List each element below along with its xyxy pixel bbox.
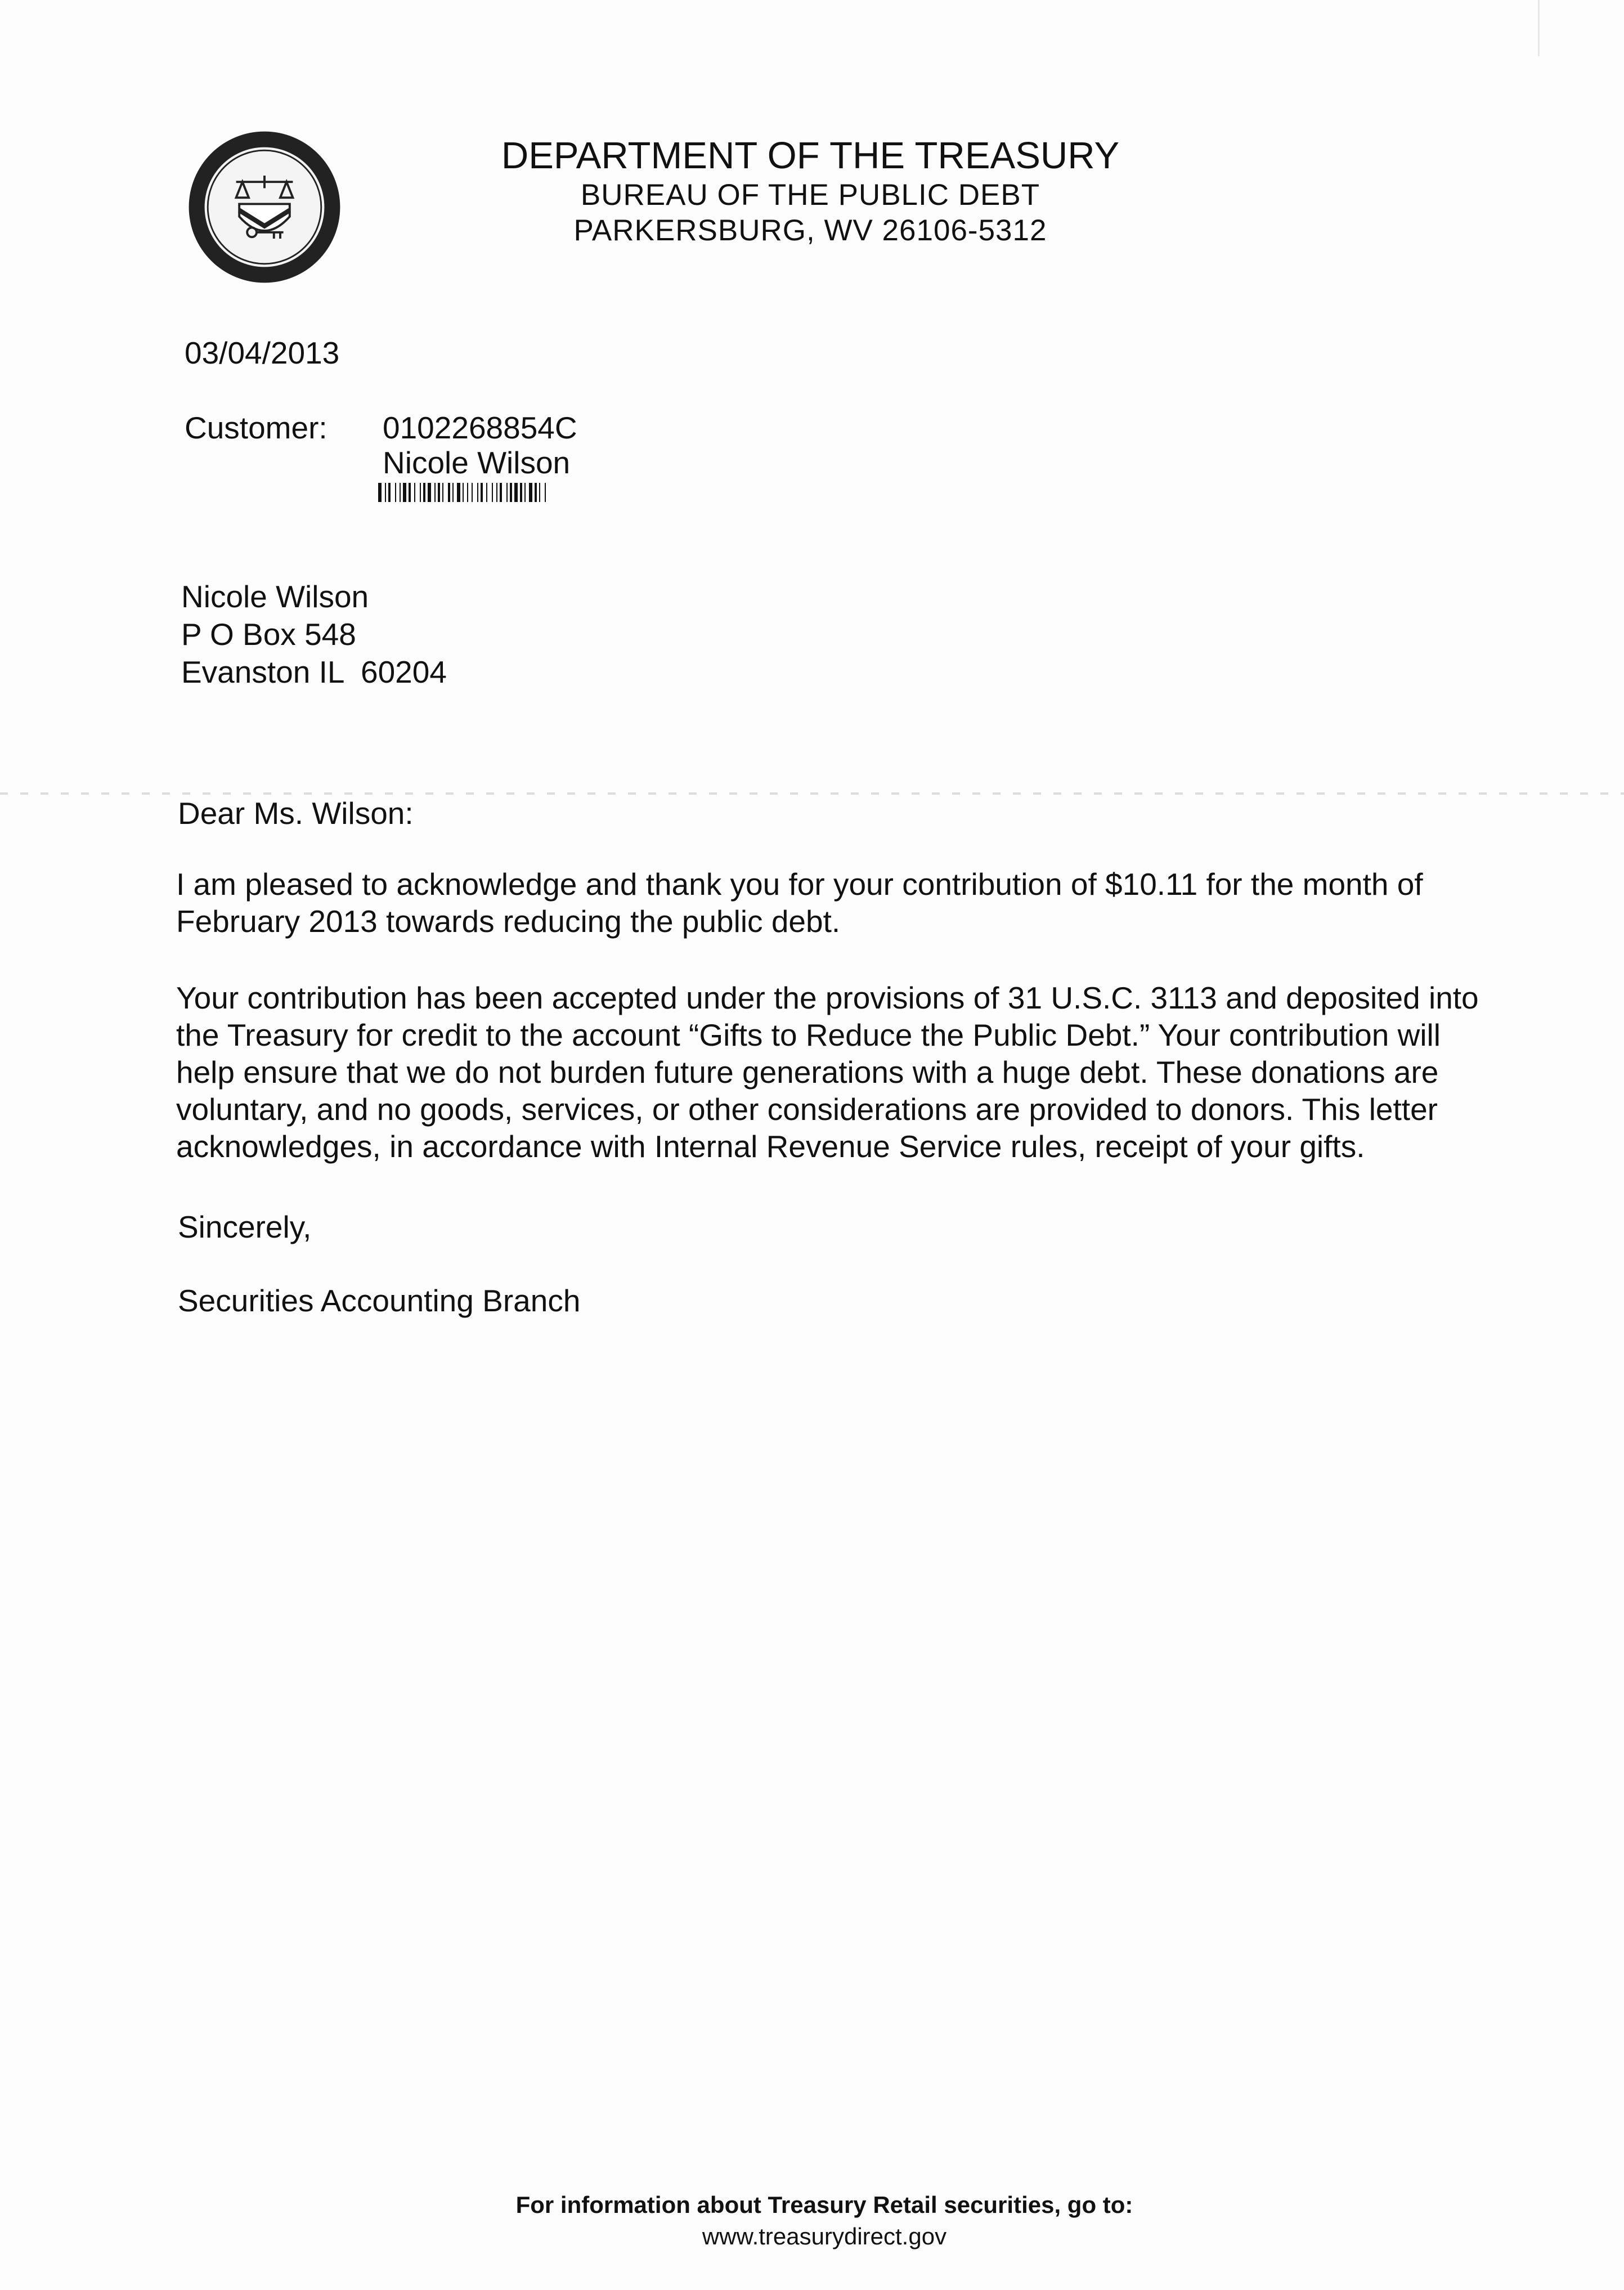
barcode-bar [400, 483, 401, 502]
footer-info [450, 2189, 1199, 2252]
customer-id: 0102268854C [383, 410, 577, 445]
barcode-bar [492, 483, 493, 502]
letter-date: 03/04/2013 [185, 335, 340, 370]
barcode-bar [409, 483, 411, 502]
barcode-bar [434, 483, 436, 502]
barcode-bar [520, 483, 522, 502]
paragraph-acknowledgement: I am pleased to acknowledge and thank you for your contribution of $10.11 for the month of February 2013 towards reducing the public debt. [176, 867, 1423, 939]
barcode-bar [414, 483, 415, 502]
barcode-bar [539, 483, 540, 502]
barcode-bar [442, 483, 443, 502]
address-line: Evanston IL 60204 [181, 655, 447, 689]
barcode-bar [452, 483, 454, 502]
barcode-bar [467, 483, 468, 502]
barcode-bar [428, 483, 431, 502]
address-line: Nicole Wilson [181, 579, 369, 614]
salutation: Dear Ms. Wilson: [178, 796, 414, 831]
barcode-bar [438, 483, 440, 502]
barcode-bar [403, 483, 406, 502]
barcode [378, 483, 627, 502]
barcode-bar [481, 483, 483, 502]
paragraph-provisions: Your contribution has been accepted under the provisions of 31 U.S.C. 3113 and deposited into the Treasury for credit to the account “Gifts to Reduce the Public Debt.” Your contribution will help ensure that we do not burden future generations with a huge debt. These donations are voluntary, and no goods, services, or other considerations are provided to donors. This letter acknowledges, in accordance with Internal Revenue Service rules, receipt of your gifts. [176, 980, 1479, 1164]
barcode-bar [500, 483, 502, 502]
barcode-bar [448, 483, 450, 502]
address-line: P O Box 548 [181, 617, 356, 652]
department-title: DEPARTMENT OF THE TREASURY [501, 135, 1120, 177]
barcode-bar [385, 483, 386, 502]
footer-url: www.treasurydirect.gov [702, 2223, 947, 2249]
barcode-bar [486, 483, 487, 502]
barcode-bar [457, 483, 460, 502]
barcode-bar [535, 483, 537, 502]
barcode-bar [463, 483, 464, 502]
barcode-bar [472, 483, 473, 502]
footer-text: For information about Treasury Retail securities, go to: [515, 2192, 1133, 2218]
barcode-bar [510, 483, 512, 502]
barcode-bar [388, 483, 391, 502]
customer-label: Customer: [185, 410, 328, 445]
scan-edge [1538, 0, 1624, 56]
barcode-bar [506, 483, 508, 502]
barcode-bar [529, 483, 532, 502]
barcode-bar [545, 483, 546, 502]
barcode-bar [514, 483, 518, 502]
closing: Sincerely, [178, 1209, 312, 1244]
barcode-bar [395, 483, 396, 502]
customer-name: Nicole Wilson [383, 445, 571, 480]
recipient-address [181, 578, 447, 691]
barcode-bar [477, 483, 478, 502]
barcode-bar [378, 483, 382, 502]
signature-branch: Securities Accounting Branch [178, 1283, 581, 1318]
bureau-name: BUREAU OF THE PUBLIC DEBT [580, 178, 1040, 212]
barcode-bar [420, 483, 421, 502]
bureau-address: PARKERSBURG, WV 26106-5312 [573, 214, 1047, 247]
barcode-bar [524, 483, 526, 502]
barcode-bar [496, 483, 497, 502]
barcode-bar [423, 483, 425, 502]
